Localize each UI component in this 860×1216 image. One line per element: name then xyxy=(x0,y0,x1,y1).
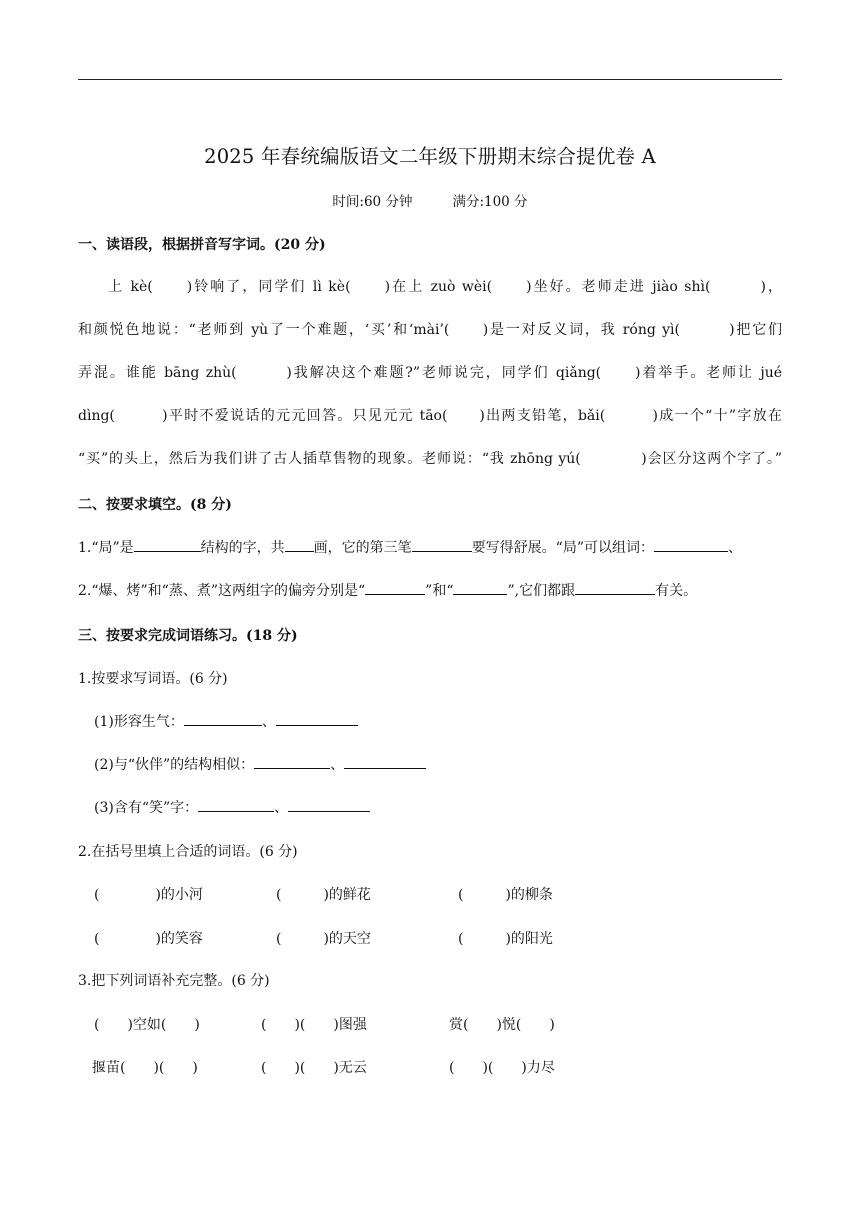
section-2-heading: 二、按要求填空。(8 分) xyxy=(78,497,232,513)
answer-blank[interactable] xyxy=(365,581,425,595)
fill-phrase[interactable]: ( )的小河 xyxy=(94,887,203,903)
section-1-heading: 一、读语段，根据拼音写字词。(20 分) xyxy=(78,237,326,253)
idiom-item[interactable]: ( )( )力尽 xyxy=(449,1060,555,1076)
answer-blank[interactable] xyxy=(184,712,262,726)
idiom-item[interactable]: 赏( )悦( ) xyxy=(449,1017,555,1033)
section-2-q2: 2.“爆、烤”和“蒸、煮”这两组字的偏旁分别是“ ”和“ ”,它们都跟 有关。 xyxy=(78,583,698,599)
section-3-heading: 三、按要求完成词语练习。(18 分) xyxy=(78,628,298,644)
idiom-item[interactable]: 揠苗( )( ) xyxy=(92,1060,198,1076)
answer-blank[interactable] xyxy=(575,581,655,595)
header-rule xyxy=(78,79,782,80)
exam-time: 时间:60 分钟 xyxy=(332,194,413,210)
fill-phrase[interactable]: ( )的笑容 xyxy=(94,931,203,947)
idiom-item[interactable]: ( )( )图强 xyxy=(261,1017,367,1033)
fill-phrase[interactable]: ( )的柳条 xyxy=(458,887,553,903)
answer-blank[interactable] xyxy=(344,755,426,769)
section-3-q1-item: (1)形容生气： 、 xyxy=(94,711,358,731)
answer-blank[interactable] xyxy=(276,712,358,726)
answer-blank[interactable] xyxy=(198,798,274,812)
fill-phrase[interactable]: ( )的天空 xyxy=(276,931,371,947)
passage-line: 上 kè( )铃响了，同学们 lì kè( )在上 zuò wèi( )坐好。老师走进 jiào shì( )， xyxy=(108,279,782,295)
answer-blank[interactable] xyxy=(288,798,370,812)
section-3-q2-title: 2.在括号里填上合适的词语。(6 分) xyxy=(78,844,298,860)
passage-line: dìng( )平时不爱说话的元元回答。只见元元 tāo( )出两支铅笔，bǎi( )成一个“十”字放在 xyxy=(78,408,782,424)
page-title: 2025 年春统编版语文二年级下册期末综合提优卷 A xyxy=(204,145,656,168)
section-3-q1-title: 1.按要求写词语。(6 分) xyxy=(78,671,228,687)
answer-blank[interactable] xyxy=(654,538,728,552)
answer-blank[interactable] xyxy=(134,538,201,552)
idiom-item[interactable]: ( )空如( ) xyxy=(94,1017,200,1033)
exam-meta xyxy=(0,190,860,210)
section-3-q1-item: (2)与“伙伴”的结构相似： 、 xyxy=(94,754,426,774)
idiom-item[interactable]: ( )( )无云 xyxy=(261,1060,367,1076)
answer-blank[interactable] xyxy=(453,581,507,595)
fill-phrase[interactable]: ( )的阳光 xyxy=(458,931,553,947)
answer-blank[interactable] xyxy=(412,538,472,552)
answer-blank[interactable] xyxy=(285,538,314,552)
passage-line: 和颜悦色地说：“老师到 yù了一个难题，‘买’和‘mài’( )是一对反义词，我 róng yì( )把它们 xyxy=(78,322,782,338)
passage-line: “买”的头上，然后为我们讲了古人插草售物的现象。老师说：“我 zhōng yú( )会区分这两个字了。” xyxy=(78,451,782,467)
exam-score: 满分:100 分 xyxy=(452,194,528,210)
section-3-q1-item: (3)含有“笑”字： 、 xyxy=(94,797,370,817)
answer-blank[interactable] xyxy=(254,755,330,769)
section-2-q1: 1.“局”是 结构的字，共 画，它的第三笔 要写得舒展。“局”可以组词： 、 xyxy=(78,540,742,556)
fill-phrase[interactable]: ( )的鲜花 xyxy=(276,887,371,903)
section-3-q3-title: 3.把下列词语补充完整。(6 分) xyxy=(78,973,270,989)
passage-line: 弄混。谁能 bāng zhù( )我解决这个难题?”老师说完，同学们 qiǎng( )着举手。老师让 jué xyxy=(78,365,782,381)
